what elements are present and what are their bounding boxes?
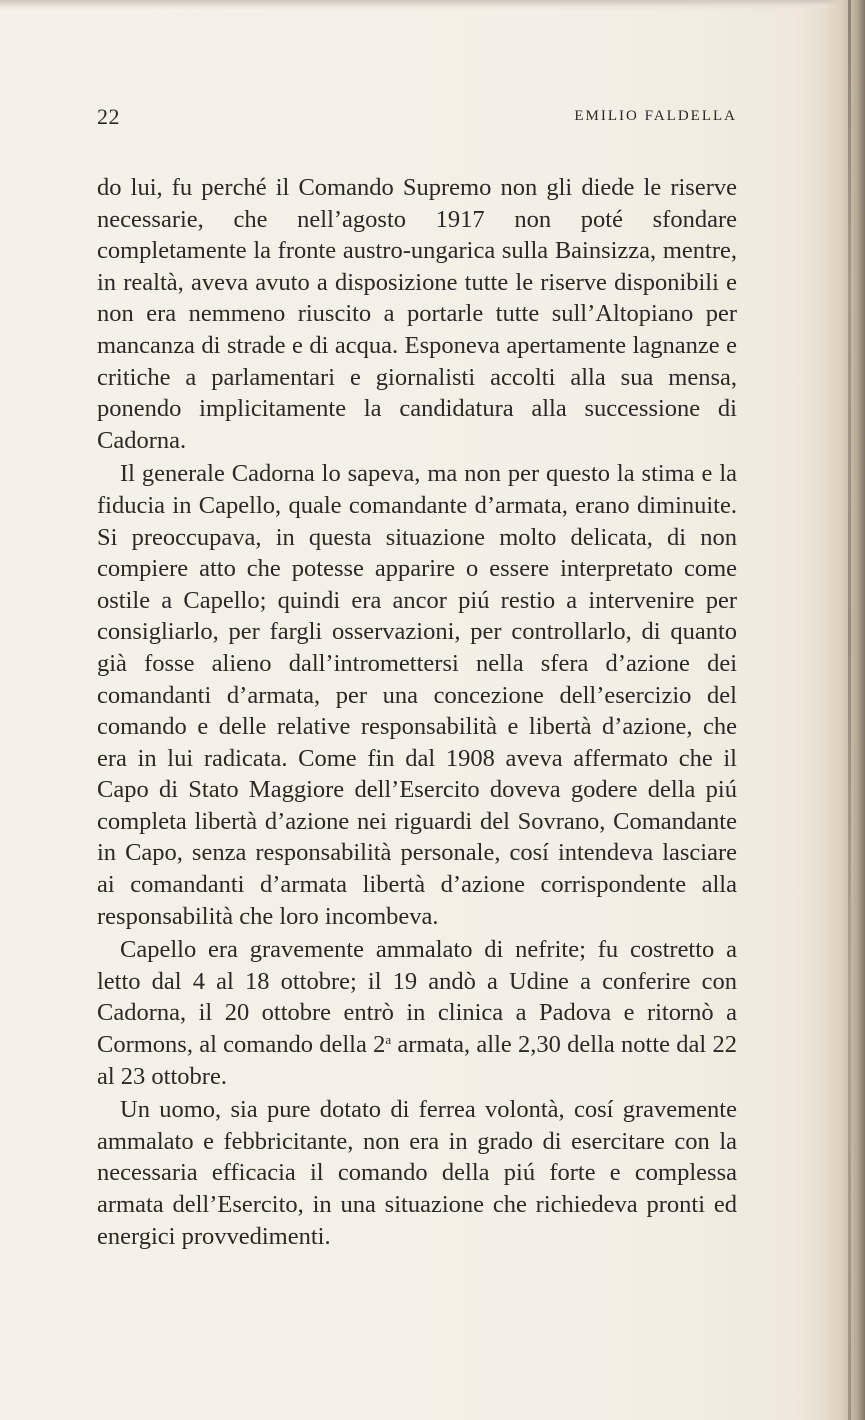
page-number: 22 bbox=[97, 104, 120, 129]
paragraph-3-text-start: Capello era gravemente ammalato di nefrite; fu costretto a letto dal 4 al 18 ottobre; il 19 andò a Udine a conferire con Cadorna, il 20 ottobre entrò in clinica a Padova e ritornò a Cormons, al comando della 2 bbox=[97, 936, 737, 1059]
paragraph-3-text-end: armata, alle 2,30 della notte dal 22 al 23 ottobre. bbox=[97, 1031, 737, 1090]
paragraph-4: Un uomo, sia pure dotato di ferrea volontà, cosí gravemente ammalato e febbricitante, non era in grado di esercitare con la necessaria efficacia il comando della piú forte e complessa armata dell’Esercito, in una situazione che richiedeva pronti ed energici provvedimenti. bbox=[97, 1096, 737, 1250]
body-text bbox=[97, 172, 737, 1252]
paragraph-2: Il generale Cadorna lo sapeva, ma non per questo la stima e la fiducia in Capello, quale comandante d’armata, erano diminuite. Si preoccupava, in questa situazione molto delicata, di non compiere atto che potesse apparire o essere interpretato come ostile a Capello; quindi era ancor piú restio a intervenire per consigliarlo, per fargli osservazioni, per controllarlo, di quanto già fosse alieno dall’intromettersi nella sfera d’azione dei comandanti d’armata, per una concezione dell’esercizio del comando e delle relative responsabilità e libertà d’azione, che era in lui radicata. Come fin dal 1908 aveva affermato che il Capo di Stato Maggiore dell’Esercito doveva godere della piú completa libertà d’azione nei riguardi del Sovrano, Comandante in Capo, senza responsabilità personale, cosí intendeva lasciare ai comandanti d’armata libertà d’azione corrispondente alla responsabilità che loro incombeva. bbox=[97, 460, 737, 930]
running-title: EMILIO FALDELLA bbox=[574, 108, 737, 124]
page-binding-shadow bbox=[848, 0, 851, 1420]
paragraph-1: do lui, fu perché il Comando Supremo non gli diede le riserve necessarie, che nell’agosto 1917 non poté sfondare completamente la fronte austro-ungarica sulla Bainsizza, mentre, in realtà, aveva avuto a disposizione tutte le riserve disponibili e non era nemmeno riuscito a portarle tutte sull’Altopiano per mancanza di strade e di acqua. Esponeva apertamente lagnanze e critiche a parlamentari e giornalisti accolti alla sua mensa, ponendo implicitamente la candidatura alla successione di Cadorna. bbox=[97, 174, 737, 454]
paragraph-3 bbox=[97, 934, 737, 1092]
ordinal-superscript: a bbox=[385, 1032, 392, 1048]
page-top-edge bbox=[0, 0, 865, 10]
running-head bbox=[97, 104, 737, 134]
page-right-edge-shadow bbox=[827, 0, 865, 1420]
